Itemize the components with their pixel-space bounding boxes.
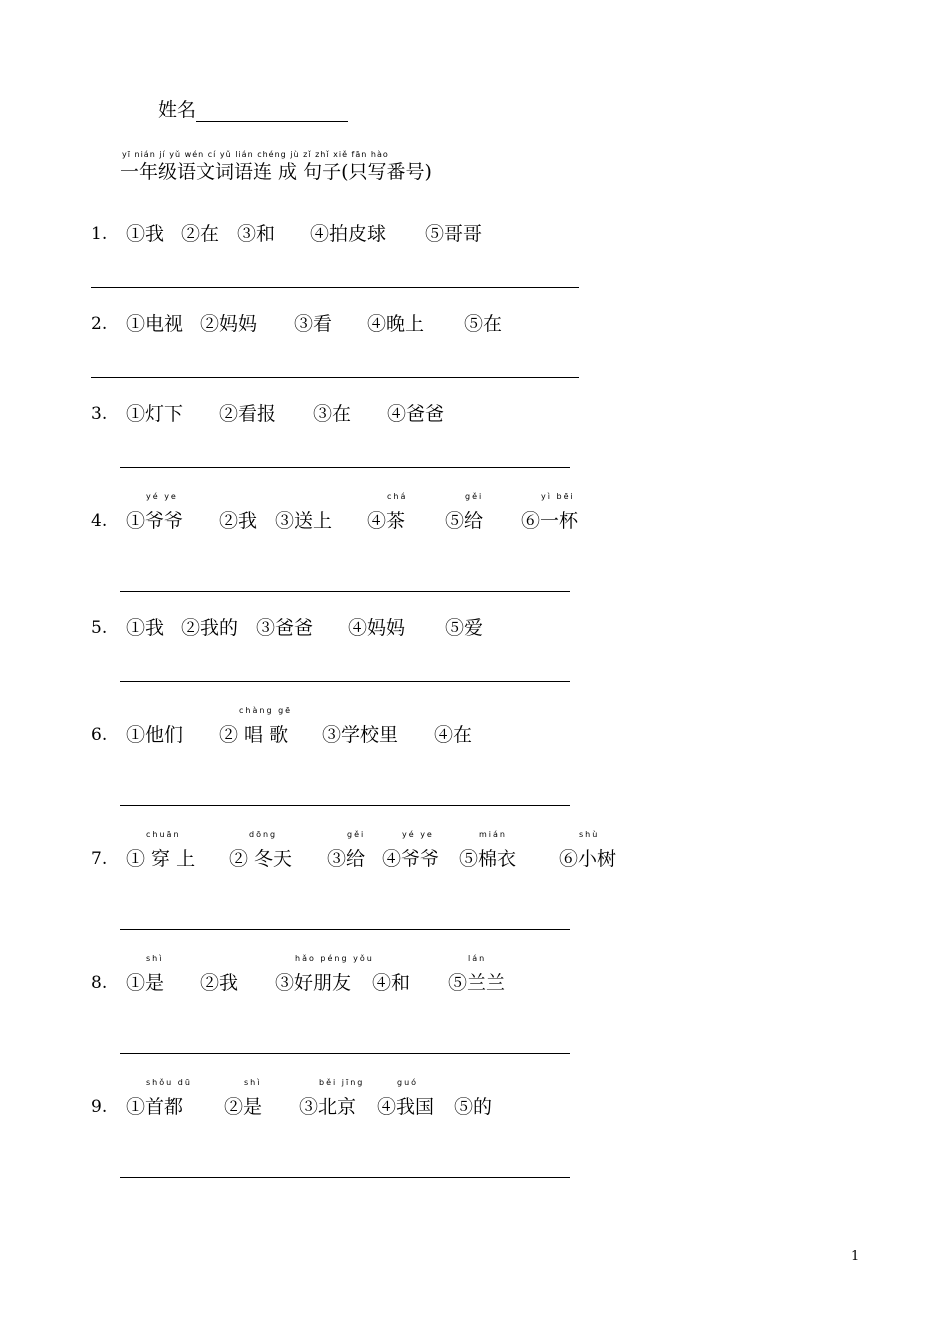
pinyin-annotation: chá xyxy=(387,492,408,501)
word-label: ④和 xyxy=(372,972,411,994)
word-label: ⑤给 xyxy=(445,510,484,532)
word-label: ③好朋友 xyxy=(275,972,352,994)
name-line xyxy=(158,98,348,122)
word-option xyxy=(126,312,183,336)
word-option xyxy=(237,222,275,246)
word-option xyxy=(299,1078,365,1119)
word-label: ⑤棉衣 xyxy=(459,848,517,870)
pinyin-annotation: shì xyxy=(244,1078,262,1087)
pinyin-annotation: mián xyxy=(479,830,507,839)
word-label: ③送上 xyxy=(275,510,333,532)
word-label: ④拍皮球 xyxy=(310,223,387,245)
word-option xyxy=(425,222,482,246)
word-label: ③看 xyxy=(294,313,333,335)
word-option xyxy=(445,492,484,533)
word-label: ①是 xyxy=(126,972,165,994)
word-option xyxy=(126,616,164,640)
word-label: ③爸爸 xyxy=(256,617,314,639)
answer-line[interactable] xyxy=(120,1053,570,1054)
word-label: ⑤哥哥 xyxy=(425,223,483,245)
question-number: 7. xyxy=(91,849,108,869)
word-label: ⑤爱 xyxy=(445,617,484,639)
answer-line[interactable] xyxy=(120,1177,570,1178)
pinyin-annotation: yé ye xyxy=(402,830,434,839)
word-label: ①他们 xyxy=(126,724,184,746)
word-option xyxy=(275,509,332,533)
word-label: ① 穿 上 xyxy=(126,848,196,870)
question-8 xyxy=(91,954,691,995)
word-label: ⑤的 xyxy=(454,1096,493,1118)
word-label: ①我 xyxy=(126,223,165,245)
word-option xyxy=(181,616,238,640)
word-option xyxy=(521,492,579,533)
word-option xyxy=(219,509,257,533)
word-option xyxy=(367,492,408,533)
word-option xyxy=(377,1078,435,1119)
question-number: 6. xyxy=(91,725,108,745)
word-option xyxy=(445,616,483,640)
word-option xyxy=(256,616,313,640)
word-label: ③学校里 xyxy=(322,724,399,746)
pinyin-annotation: lán xyxy=(468,954,487,963)
word-option xyxy=(322,723,398,747)
word-option xyxy=(275,954,374,995)
word-option xyxy=(434,723,472,747)
word-option xyxy=(126,222,164,246)
answer-line[interactable] xyxy=(120,591,570,592)
pinyin-annotation: gěi xyxy=(347,830,366,839)
pinyin-annotation: dōng xyxy=(249,830,278,839)
pinyin-annotation: chuān xyxy=(146,830,181,839)
word-label: ①爷爷 xyxy=(126,510,184,532)
word-option xyxy=(310,222,386,246)
word-label: ⑤在 xyxy=(464,313,503,335)
question-5 xyxy=(91,616,691,640)
word-label: ②我的 xyxy=(181,617,239,639)
word-option xyxy=(200,312,257,336)
word-option xyxy=(464,312,502,336)
word-option xyxy=(454,1095,492,1119)
word-label: ②妈妈 xyxy=(200,313,258,335)
word-label: ①灯下 xyxy=(126,403,184,425)
pinyin-annotation: yé ye xyxy=(146,492,178,501)
word-label: ⑥小树 xyxy=(559,848,617,870)
question-1 xyxy=(91,222,691,246)
pinyin-annotation: běi jīng xyxy=(319,1078,365,1087)
word-label: ①我 xyxy=(126,617,165,639)
question-number: 1. xyxy=(91,224,108,244)
question-6 xyxy=(91,706,691,747)
word-label: ④晚上 xyxy=(367,313,425,335)
question-number: 2. xyxy=(91,314,108,334)
word-label: ②看报 xyxy=(219,403,277,425)
word-label: ④妈妈 xyxy=(348,617,406,639)
word-option xyxy=(181,222,219,246)
word-option xyxy=(387,402,444,426)
word-label: ②我 xyxy=(219,510,258,532)
word-label: ② 唱 歌 xyxy=(219,724,289,746)
word-option xyxy=(313,402,351,426)
pinyin-annotation: hǎo péng yǒu xyxy=(295,954,374,963)
answer-line[interactable] xyxy=(91,287,579,288)
word-label: ④茶 xyxy=(367,510,406,532)
answer-line[interactable] xyxy=(120,805,570,806)
word-label: ④爸爸 xyxy=(387,403,445,425)
word-option xyxy=(294,312,332,336)
word-option xyxy=(459,830,517,871)
word-option xyxy=(200,971,238,995)
word-label: ①电视 xyxy=(126,313,184,335)
pinyin-annotation: yì bēi xyxy=(541,492,575,501)
word-option xyxy=(382,830,440,871)
word-label: ②是 xyxy=(224,1096,263,1118)
name-blank[interactable] xyxy=(196,101,348,122)
question-number: 5. xyxy=(91,618,108,638)
pinyin-annotation: guó xyxy=(397,1078,419,1087)
word-label: ⑥一杯 xyxy=(521,510,579,532)
pinyin-annotation: gěi xyxy=(465,492,484,501)
word-option xyxy=(372,971,410,995)
word-option xyxy=(219,706,293,747)
word-label: ②我 xyxy=(200,972,239,994)
pinyin-annotation: chàng gē xyxy=(239,706,293,715)
question-4 xyxy=(91,492,691,533)
question-9 xyxy=(91,1078,691,1119)
word-label: ③在 xyxy=(313,403,352,425)
word-option xyxy=(219,402,276,426)
word-option xyxy=(126,954,165,995)
pinyin-annotation: shù xyxy=(579,830,600,839)
word-label: ④我国 xyxy=(377,1096,435,1118)
name-label: 姓名 xyxy=(158,99,197,121)
answer-line[interactable] xyxy=(91,377,579,378)
word-option xyxy=(224,1078,263,1119)
word-option xyxy=(126,1078,192,1119)
word-label: ②在 xyxy=(181,223,220,245)
question-2 xyxy=(91,312,691,336)
pinyin-annotation: shǒu dū xyxy=(146,1078,192,1087)
word-option xyxy=(348,616,405,640)
title-pinyin: yī nián jí yǔ wén cí yǔ lián chéng jù zǐ zhǐ xiě fān hào xyxy=(122,150,389,159)
answer-line[interactable] xyxy=(120,467,570,468)
word-option xyxy=(448,954,506,995)
page-number: 1 xyxy=(851,1249,860,1264)
answer-line[interactable] xyxy=(120,681,570,682)
answer-line[interactable] xyxy=(120,929,570,930)
question-number: 8. xyxy=(91,973,108,993)
word-option xyxy=(229,830,293,871)
word-label: ④爷爷 xyxy=(382,848,440,870)
word-label: ①首都 xyxy=(126,1096,184,1118)
question-number: 9. xyxy=(91,1097,108,1117)
word-option xyxy=(126,830,196,871)
word-option xyxy=(126,723,183,747)
word-option xyxy=(126,492,184,533)
word-option xyxy=(126,402,183,426)
word-option xyxy=(327,830,366,871)
question-number: 3. xyxy=(91,404,108,424)
page-title: 一年级语文词语连 成 句子(只写番号) xyxy=(120,161,432,183)
word-label: ③北京 xyxy=(299,1096,357,1118)
word-option xyxy=(559,830,617,871)
question-7 xyxy=(91,830,691,871)
word-label: ② 冬天 xyxy=(229,848,293,870)
word-label: ⑤兰兰 xyxy=(448,972,506,994)
word-label: ③给 xyxy=(327,848,366,870)
word-label: ③和 xyxy=(237,223,276,245)
word-option xyxy=(367,312,424,336)
question-number: 4. xyxy=(91,511,108,531)
pinyin-annotation: shì xyxy=(146,954,164,963)
question-3 xyxy=(91,402,691,426)
word-label: ④在 xyxy=(434,724,473,746)
